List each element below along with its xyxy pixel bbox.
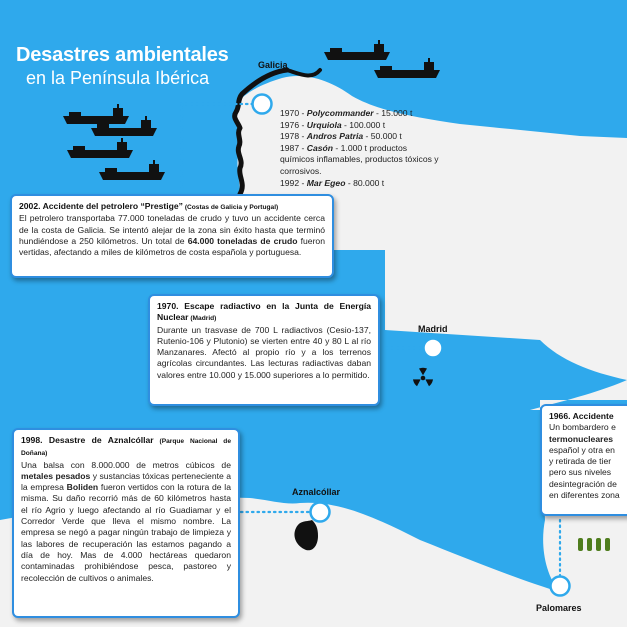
list-item: 1987 - Casón - 1.000 t productos químicos inflamables, productos tóxicos y corrosivos. [280, 142, 439, 176]
palomares-card [540, 404, 627, 516]
prestige-heading: 2002. Accidente del petrolero “Prestige” (Costas de Galicia y Portugal) [19, 201, 279, 211]
aznalcollar-body: Una balsa con 8.000.000 de metros cúbicos de metales pesados y sustancias tóxicas perteneciente a la empresa Boliden fueron vertidos con la rotura de la misma. Su daño recorrió más de 60 kilómetros hasta el río Agrio y luego afectando al río Guadiamar y el Corredor Verde que lleva el mismo nombre. La empresa se negó a pagar ningún trabajo de limpieza y las labores de recuperación las estamos pagando a día de hoy. Mas de 4.000 hectáreas quedaron contaminadas prohibiéndose pesca, pastoreo y recolección de cultivos o animales. [21, 459, 231, 583]
list-item: 1978 - Andros Patria - 50.000 t [280, 131, 402, 142]
page-subtitle: en la Península Ibérica [26, 68, 210, 88]
list-item: 1976 - Urquiola - 100.000 t [280, 119, 386, 130]
page-title: Desastres ambientales [16, 44, 229, 66]
location-marker-icon [424, 339, 443, 358]
palomares-body: Un bombardero e termonucleares español y otra en y retirada de tier pero sus niveles desintegración de en diferentes zona [549, 422, 620, 501]
palomares-heading: 1966. Accidente [549, 411, 614, 421]
prestige-card [10, 194, 334, 278]
nuclear-bomb-icon [578, 538, 610, 551]
galicia-events-list [280, 108, 440, 189]
aznalcollar-heading: 1998. Desastre de Aznalcóllar (Parque Nacional de Doñana) [21, 435, 231, 458]
prestige-body: El petrolero transportaba 77.000 toneladas de crudo y tuvo un accidente cerca de la costa de Galicia. Se intentó alejar de la zona sin éxito hasta que terminó hundiéndose a 250 kilómetros. Un total de 64.000 toneladas de crudo fueron vertidas, afectando a miles de kilómetros de costa española y portuguesa. [19, 213, 325, 258]
location-marker-icon [253, 95, 272, 114]
label-aznalcollar: Aznalcóllar [292, 487, 341, 497]
madrid-heading: 1970. Escape radiactivo en la Junta de Energía Nuclear (Madrid) [157, 301, 371, 323]
madrid-card [148, 294, 380, 406]
aznalcollar-card [12, 428, 240, 618]
label-galicia: Galicia [258, 60, 288, 70]
list-item: 1970 - Polycommander - 15.000 t [280, 108, 413, 118]
label-madrid: Madrid [418, 324, 448, 334]
radiation-icon [413, 368, 433, 387]
label-palomares: Palomares [536, 603, 582, 613]
madrid-body: Durante un trasvase de 700 L radiactivos (Cesio-137, Rutenio-106 y Plutonio) se vierten entre 40 y 80 L al río Manzanares. Afectó al propio río y a los terrenos agrícolas circundantes. Las lecturas radiactivas daban valores entre 10.000 y 15.000 superiores a lo permitido. [157, 324, 371, 380]
toxic-spill-icon [294, 520, 318, 550]
list-item: 1992 - Mar Egeo - 80.000 t [280, 177, 385, 188]
location-marker-icon [311, 503, 330, 522]
location-marker-icon [551, 577, 570, 596]
